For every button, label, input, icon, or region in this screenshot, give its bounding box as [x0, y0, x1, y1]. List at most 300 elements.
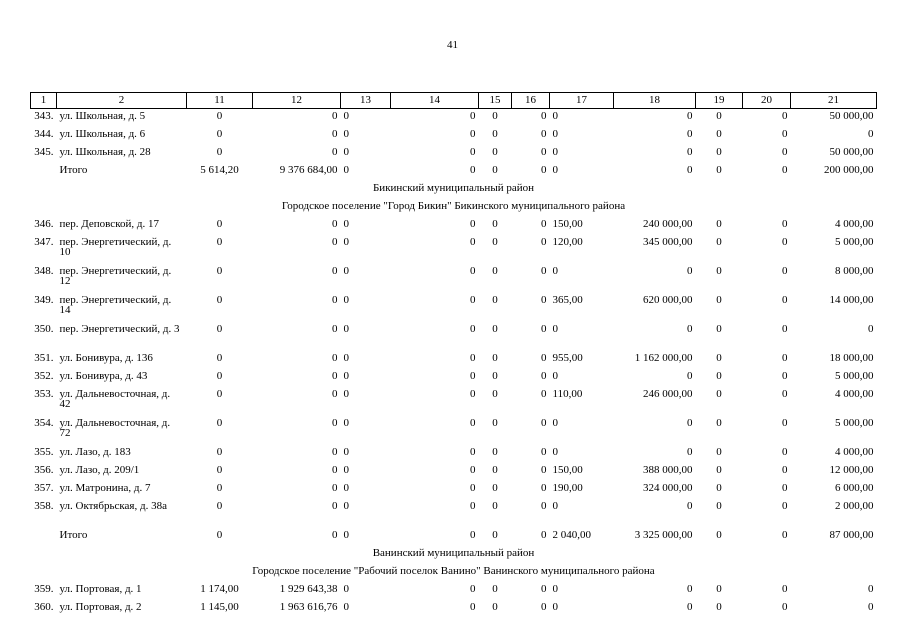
value-cell-col-20: 0: [782, 482, 788, 494]
value-cell-col-21: 0: [868, 583, 874, 595]
value-cell-col-13: 0: [343, 110, 349, 122]
column-header: 18: [614, 93, 696, 109]
address-cell: пер. Деповской, д. 17: [59, 218, 159, 230]
value-cell-col-17: 150,00: [552, 464, 583, 476]
table-row: [31, 147, 877, 165]
value-cell-col-14: 0: [470, 110, 476, 122]
table-row: [31, 465, 877, 483]
value-cell-col-18: 3 325 000,00: [634, 529, 693, 541]
value-cell-col-11: 0: [216, 352, 223, 364]
table-row: [31, 109, 877, 130]
row-number: 357.: [34, 482, 54, 494]
value-cell-col-12: 0: [332, 294, 338, 306]
value-cell-col-15: 0: [492, 164, 498, 176]
value-cell-col-20: 0: [782, 370, 788, 382]
value-cell-col-21: 50 000,00: [829, 110, 874, 122]
value-cell-col-12: 0: [332, 128, 338, 140]
value-cell-col-14: 0: [470, 128, 476, 140]
value-cell-col-13: 0: [343, 601, 349, 613]
value-cell-col-14: 0: [470, 370, 476, 382]
value-cell-col-21: 50 000,00: [829, 146, 874, 158]
value-cell-col-11: 0: [216, 128, 223, 140]
table-row: [31, 324, 877, 353]
value-cell-col-11: 0: [216, 482, 223, 494]
value-cell-col-19: 0: [716, 446, 722, 458]
value-cell-col-21: 87 000,00: [829, 529, 874, 541]
value-cell-col-16: 0: [541, 265, 547, 277]
value-cell-col-19: 0: [716, 164, 722, 176]
section-heading-row: [31, 201, 877, 219]
value-cell-col-21: 5 000,00: [835, 236, 874, 248]
value-cell-col-17: 0: [552, 146, 558, 158]
address-cell: пер. Энергетический, д. 3: [59, 323, 180, 335]
value-cell-col-18: 0: [687, 583, 693, 595]
value-cell-col-18: 1 162 000,00: [634, 352, 693, 364]
value-cell-col-12: 0: [332, 446, 338, 458]
section-heading-row: [31, 183, 877, 201]
value-cell-col-18: 0: [687, 370, 693, 382]
address-cell: пер. Энергетический, д. 12: [59, 265, 172, 287]
value-cell-col-14: 0: [470, 146, 476, 158]
value-cell-col-13: 0: [343, 352, 349, 364]
value-cell-col-17: 0: [552, 446, 558, 458]
table-row: [31, 129, 877, 147]
value-cell-col-20: 0: [782, 236, 788, 248]
address-cell: ул. Дальневосточная, д. 42: [59, 388, 171, 410]
row-number: 350.: [34, 323, 54, 335]
value-cell-col-12: 9 376 684,00: [279, 164, 338, 176]
value-cell-col-17: 2 040,00: [552, 529, 591, 541]
value-cell-col-15: 0: [492, 388, 498, 400]
column-number-row: [31, 93, 877, 109]
value-cell-col-18: 324 000,00: [643, 482, 693, 494]
row-number: 353.: [34, 388, 54, 400]
value-cell-col-13: 0: [343, 482, 349, 494]
value-cell-col-11: 1 174,00: [200, 583, 239, 595]
value-cell-col-15: 0: [492, 218, 498, 230]
value-cell-col-18: 0: [687, 146, 693, 158]
section-heading: Городское поселение "Город Бикин" Бикинского муниципального района: [281, 200, 626, 212]
value-cell-col-20: 0: [782, 417, 788, 429]
value-cell-col-20: 0: [782, 265, 788, 277]
table-row: [31, 353, 877, 371]
value-cell-col-15: 0: [492, 583, 498, 595]
value-cell-col-12: 0: [332, 218, 338, 230]
value-cell-col-11: 0: [216, 500, 223, 512]
value-cell-col-21: 8 000,00: [835, 265, 874, 277]
section-heading-row: [31, 548, 877, 566]
address-cell: ул. Дальневосточная, д. 72: [59, 417, 171, 439]
row-number: 349.: [34, 294, 54, 306]
value-cell-col-19: 0: [716, 323, 722, 335]
value-cell-col-14: 0: [470, 601, 476, 613]
value-cell-col-20: 0: [782, 464, 788, 476]
address-cell: ул. Бонивура, д. 43: [59, 370, 148, 382]
value-cell-col-14: 0: [470, 164, 476, 176]
value-cell-col-20: 0: [782, 323, 788, 335]
value-cell-col-16: 0: [541, 601, 547, 613]
value-cell-col-17: 0: [552, 323, 558, 335]
value-cell-col-14: 0: [470, 218, 476, 230]
value-cell-col-19: 0: [716, 417, 722, 429]
value-cell-col-14: 0: [470, 482, 476, 494]
value-cell-col-12: 0: [332, 323, 338, 335]
value-cell-col-19: 0: [716, 500, 722, 512]
row-number: 354.: [34, 417, 54, 429]
row-number: 355.: [34, 446, 54, 458]
table-row: [31, 266, 877, 295]
value-cell-col-11: 0: [216, 388, 223, 400]
column-header: 13: [341, 93, 391, 109]
value-cell-col-19: 0: [716, 352, 722, 364]
value-cell-col-20: 0: [782, 352, 788, 364]
value-cell-col-11: 0: [216, 294, 223, 306]
value-cell-col-13: 0: [343, 583, 349, 595]
table-row: [31, 418, 877, 447]
value-cell-col-16: 0: [541, 388, 547, 400]
value-cell-col-11: 0: [216, 529, 223, 541]
value-cell-col-15: 0: [492, 370, 498, 382]
value-cell-col-16: 0: [541, 417, 547, 429]
value-cell-col-18: 0: [687, 323, 693, 335]
value-cell-col-11: 0: [216, 323, 223, 335]
value-cell-col-13: 0: [343, 388, 349, 400]
row-number: 356.: [34, 464, 54, 476]
value-cell-col-21: 5 000,00: [835, 417, 874, 429]
value-cell-col-16: 0: [541, 110, 547, 122]
value-cell-col-14: 0: [470, 265, 476, 277]
column-header: 17: [550, 93, 614, 109]
value-cell-col-14: 0: [470, 323, 476, 335]
value-cell-col-15: 0: [492, 464, 498, 476]
row-number: [31, 530, 57, 548]
column-header: 21: [791, 93, 877, 109]
value-cell-col-19: 0: [716, 294, 722, 306]
value-cell-col-12: 0: [332, 236, 338, 248]
value-cell-col-11: 0: [216, 370, 223, 382]
value-cell-col-21: 2 000,00: [835, 500, 874, 512]
value-cell-col-13: 0: [343, 500, 349, 512]
row-number: 346.: [34, 218, 54, 230]
row-number: 351.: [34, 352, 54, 364]
value-cell-col-11: 1 145,00: [200, 601, 239, 613]
value-cell-col-13: 0: [343, 446, 349, 458]
value-cell-col-15: 0: [492, 323, 498, 335]
value-cell-col-14: 0: [470, 388, 476, 400]
row-number: 345.: [34, 146, 54, 158]
value-cell-col-17: 0: [552, 128, 558, 140]
value-cell-col-11: 5 614,20: [200, 164, 239, 176]
value-cell-col-18: 0: [687, 265, 693, 277]
value-cell-col-17: 0: [552, 583, 558, 595]
value-cell-col-13: 0: [343, 417, 349, 429]
value-cell-col-13: 0: [343, 323, 349, 335]
value-cell-col-16: 0: [541, 352, 547, 364]
value-cell-col-15: 0: [492, 236, 498, 248]
value-cell-col-12: 1 963 616,76: [279, 601, 338, 613]
value-cell-col-12: 0: [332, 265, 338, 277]
value-cell-col-21: 0: [868, 323, 874, 335]
value-cell-col-20: 0: [782, 218, 788, 230]
value-cell-col-17: 0: [552, 110, 558, 122]
address-cell: ул. Октябрьская, д. 38а: [59, 500, 167, 512]
value-cell-col-14: 0: [470, 294, 476, 306]
value-cell-col-20: 0: [782, 110, 788, 122]
value-cell-col-17: 0: [552, 265, 558, 277]
column-header: 11: [187, 93, 253, 109]
table-row: [31, 237, 877, 266]
value-cell-col-19: 0: [716, 110, 722, 122]
value-cell-col-14: 0: [470, 464, 476, 476]
value-cell-col-19: 0: [716, 146, 722, 158]
value-cell-col-20: 0: [782, 146, 788, 158]
section-heading: Городское поселение "Рабочий поселок Ванино" Ванинского муниципального района: [252, 565, 655, 577]
value-cell-col-12: 0: [332, 110, 338, 122]
value-cell-col-19: 0: [716, 370, 722, 382]
value-cell-col-13: 0: [343, 218, 349, 230]
value-cell-col-11: 0: [216, 464, 223, 476]
value-cell-col-15: 0: [492, 500, 498, 512]
value-cell-col-20: 0: [782, 446, 788, 458]
value-cell-col-15: 0: [492, 128, 498, 140]
value-cell-col-12: 0: [332, 370, 338, 382]
value-cell-col-19: 0: [716, 128, 722, 140]
value-cell-col-11: 0: [216, 265, 223, 277]
value-cell-col-17: 0: [552, 417, 558, 429]
value-cell-col-16: 0: [541, 446, 547, 458]
table-row: [31, 584, 877, 602]
data-table: [30, 92, 877, 620]
column-header: 16: [512, 93, 550, 109]
value-cell-col-18: 0: [687, 110, 693, 122]
value-cell-col-18: 0: [687, 417, 693, 429]
value-cell-col-17: 150,00: [552, 218, 583, 230]
value-cell-col-16: 0: [541, 370, 547, 382]
total-row: [31, 165, 877, 183]
value-cell-col-14: 0: [470, 529, 476, 541]
value-cell-col-12: 0: [332, 529, 338, 541]
column-header: 12: [253, 93, 341, 109]
address-cell: ул. Портовая, д. 1: [59, 583, 142, 595]
value-cell-col-20: 0: [782, 500, 788, 512]
address-cell: ул. Матронина, д. 7: [59, 482, 151, 494]
value-cell-col-16: 0: [541, 236, 547, 248]
address-cell: ул. Бонивура, д. 136: [59, 352, 153, 364]
value-cell-col-17: 0: [552, 601, 558, 613]
value-cell-col-12: 0: [332, 482, 338, 494]
value-cell-col-11: 0: [216, 218, 223, 230]
value-cell-col-18: 388 000,00: [643, 464, 693, 476]
value-cell-col-14: 0: [470, 500, 476, 512]
value-cell-col-15: 0: [492, 110, 498, 122]
value-cell-col-19: 0: [716, 482, 722, 494]
value-cell-col-16: 0: [541, 146, 547, 158]
value-cell-col-16: 0: [541, 218, 547, 230]
address-cell: ул. Лазо, д. 183: [59, 446, 131, 458]
value-cell-col-16: 0: [541, 294, 547, 306]
value-cell-col-21: 18 000,00: [829, 352, 874, 364]
value-cell-col-12: 0: [332, 417, 338, 429]
value-cell-col-20: 0: [782, 388, 788, 400]
value-cell-col-20: 0: [782, 294, 788, 306]
value-cell-col-20: 0: [782, 128, 788, 140]
value-cell-col-13: 0: [343, 529, 349, 541]
value-cell-col-21: 4 000,00: [835, 218, 874, 230]
column-header: 2: [57, 93, 187, 109]
value-cell-col-12: 0: [332, 464, 338, 476]
value-cell-col-17: 0: [552, 370, 558, 382]
value-cell-col-15: 0: [492, 352, 498, 364]
value-cell-col-19: 0: [716, 265, 722, 277]
row-number: 352.: [34, 370, 54, 382]
value-cell-col-13: 0: [343, 294, 349, 306]
column-header: 14: [391, 93, 479, 109]
value-cell-col-20: 0: [782, 583, 788, 595]
section-heading: Ванинский муниципальный район: [372, 547, 535, 559]
value-cell-col-12: 0: [332, 352, 338, 364]
row-number: 348.: [34, 265, 54, 277]
row-number: 343.: [34, 110, 54, 122]
value-cell-col-16: 0: [541, 500, 547, 512]
value-cell-col-18: 246 000,00: [643, 388, 693, 400]
value-cell-col-18: 0: [687, 500, 693, 512]
value-cell-col-12: 0: [332, 388, 338, 400]
value-cell-col-15: 0: [492, 601, 498, 613]
total-label: Итого: [59, 164, 88, 176]
value-cell-col-18: 0: [687, 446, 693, 458]
value-cell-col-11: 0: [216, 236, 223, 248]
value-cell-col-13: 0: [343, 370, 349, 382]
value-cell-col-17: 120,00: [552, 236, 583, 248]
total-row: [31, 530, 877, 548]
value-cell-col-11: 0: [216, 110, 223, 122]
page-number: 41: [447, 39, 458, 51]
value-cell-col-17: 955,00: [552, 352, 583, 364]
value-cell-col-16: 0: [541, 529, 547, 541]
table-row: [31, 501, 877, 530]
value-cell-col-17: 0: [552, 500, 558, 512]
value-cell-col-20: 0: [782, 601, 788, 613]
value-cell-col-13: 0: [343, 164, 349, 176]
section-heading: Бикинский муниципальный район: [372, 182, 535, 194]
value-cell-col-21: 4 000,00: [835, 388, 874, 400]
value-cell-col-15: 0: [492, 446, 498, 458]
value-cell-col-21: 6 000,00: [835, 482, 874, 494]
value-cell-col-21: 200 000,00: [824, 164, 874, 176]
value-cell-col-21: 4 000,00: [835, 446, 874, 458]
value-cell-col-13: 0: [343, 464, 349, 476]
value-cell-col-19: 0: [716, 218, 722, 230]
value-cell-col-16: 0: [541, 482, 547, 494]
column-header: 1: [31, 93, 57, 109]
value-cell-col-15: 0: [492, 265, 498, 277]
value-cell-col-11: 0: [216, 446, 223, 458]
value-cell-col-16: 0: [541, 128, 547, 140]
value-cell-col-21: 5 000,00: [835, 370, 874, 382]
address-cell: ул. Школьная, д. 28: [59, 146, 151, 158]
value-cell-col-20: 0: [782, 529, 788, 541]
value-cell-col-14: 0: [470, 236, 476, 248]
address-cell: ул. Портовая, д. 2: [59, 601, 142, 613]
value-cell-col-11: 0: [216, 146, 223, 158]
total-label: Итого: [59, 529, 88, 541]
value-cell-col-13: 0: [343, 146, 349, 158]
row-number: 360.: [34, 601, 54, 613]
table-row: [31, 447, 877, 465]
value-cell-col-16: 0: [541, 323, 547, 335]
row-number: 358.: [34, 500, 54, 512]
value-cell-col-12: 0: [332, 146, 338, 158]
value-cell-col-21: 0: [868, 601, 874, 613]
address-cell: ул. Школьная, д. 5: [59, 110, 146, 122]
value-cell-col-18: 0: [687, 601, 693, 613]
column-header: 15: [479, 93, 512, 109]
value-cell-col-19: 0: [716, 529, 722, 541]
table-row: [31, 389, 877, 418]
value-cell-col-19: 0: [716, 583, 722, 595]
value-cell-col-12: 0: [332, 500, 338, 512]
value-cell-col-21: 12 000,00: [829, 464, 874, 476]
column-header: 20: [743, 93, 791, 109]
value-cell-col-14: 0: [470, 446, 476, 458]
value-cell-col-18: 345 000,00: [643, 236, 693, 248]
value-cell-col-17: 0: [552, 164, 558, 176]
address-cell: пер. Энергетический, д. 10: [59, 236, 172, 258]
table-row: [31, 483, 877, 501]
value-cell-col-13: 0: [343, 265, 349, 277]
value-cell-col-13: 0: [343, 236, 349, 248]
value-cell-col-17: 190,00: [552, 482, 583, 494]
value-cell-col-15: 0: [492, 146, 498, 158]
row-number: 359.: [34, 583, 54, 595]
table-row: [31, 219, 877, 237]
value-cell-col-11: 0: [216, 417, 223, 429]
value-cell-col-18: 620 000,00: [643, 294, 693, 306]
value-cell-col-15: 0: [492, 529, 498, 541]
value-cell-col-15: 0: [492, 294, 498, 306]
value-cell-col-14: 0: [470, 352, 476, 364]
value-cell-col-14: 0: [470, 417, 476, 429]
value-cell-col-12: 1 929 643,38: [279, 583, 338, 595]
value-cell-col-18: 0: [687, 128, 693, 140]
address-cell: ул. Лазо, д. 209/1: [59, 464, 140, 476]
table-body: [31, 109, 877, 621]
value-cell-col-18: 240 000,00: [643, 218, 693, 230]
table-row: [31, 371, 877, 389]
row-number: [31, 165, 57, 183]
value-cell-col-16: 0: [541, 464, 547, 476]
address-cell: ул. Школьная, д. 6: [59, 128, 146, 140]
value-cell-col-21: 14 000,00: [829, 294, 874, 306]
address-cell: пер. Энергетический, д. 14: [59, 294, 172, 316]
value-cell-col-18: 0: [687, 164, 693, 176]
value-cell-col-19: 0: [716, 236, 722, 248]
value-cell-col-15: 0: [492, 417, 498, 429]
column-header: 19: [696, 93, 743, 109]
table-row: [31, 602, 877, 620]
value-cell-col-16: 0: [541, 583, 547, 595]
value-cell-col-13: 0: [343, 128, 349, 140]
value-cell-col-19: 0: [716, 388, 722, 400]
row-number: 344.: [34, 128, 54, 140]
value-cell-col-19: 0: [716, 464, 722, 476]
value-cell-col-17: 110,00: [552, 388, 583, 400]
value-cell-col-16: 0: [541, 164, 547, 176]
table-row: [31, 295, 877, 324]
value-cell-col-20: 0: [782, 164, 788, 176]
value-cell-col-15: 0: [492, 482, 498, 494]
row-number: 347.: [34, 236, 54, 248]
